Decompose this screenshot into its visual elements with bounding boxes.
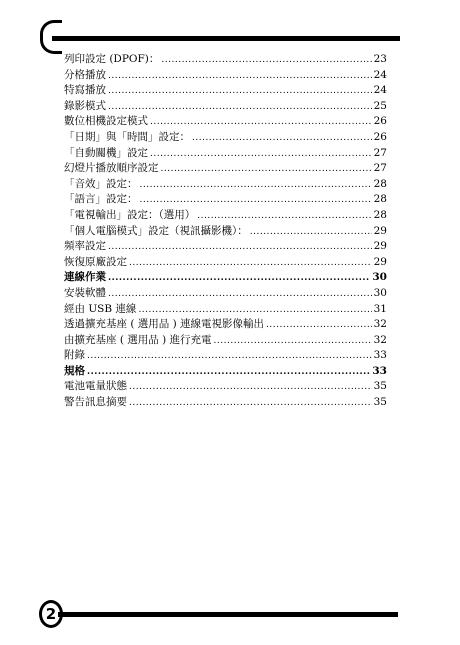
toc-entry[interactable]: [64, 52, 387, 68]
dot-leader: [87, 364, 370, 380]
dot-leader: [140, 192, 372, 208]
toc-entry-title: 「自動關機」設定: [64, 146, 148, 159]
dot-leader: [87, 348, 372, 364]
toc-entry[interactable]: [64, 317, 387, 333]
dot-leader: [140, 177, 372, 193]
toc-entry-title: 「語言」設定：: [64, 193, 138, 206]
toc-entry[interactable]: [64, 286, 387, 302]
toc-entry-page: 35: [373, 396, 387, 409]
toc-entry[interactable]: [64, 146, 387, 162]
toc-entry-page: 29: [373, 224, 387, 237]
toc-entry-title: 分格播放: [64, 68, 106, 81]
toc-entry[interactable]: [64, 224, 387, 240]
dot-leader: [108, 286, 372, 302]
toc-entry[interactable]: [64, 270, 387, 286]
dot-leader: [266, 317, 372, 333]
toc-entry-title: 「音效」設定：: [64, 177, 138, 190]
toc-entry-page: 24: [373, 68, 387, 81]
toc-entry-title: 數位相機設定模式: [64, 115, 148, 128]
toc-entry-title: 「電視輸出」設定：（選用）: [64, 208, 196, 221]
dot-leader: [108, 99, 372, 115]
toc-entry[interactable]: [64, 177, 387, 193]
toc-entry-page: 28: [373, 193, 387, 206]
toc-entry-title: 連線作業: [64, 271, 106, 284]
page-number: 2: [45, 605, 57, 623]
toc-entry-title: 電池電量狀態: [64, 380, 127, 393]
toc-entry[interactable]: [64, 114, 387, 130]
toc-entry-page: 33: [373, 349, 387, 362]
dot-leader: [161, 161, 372, 177]
toc-entry[interactable]: [64, 302, 387, 318]
dot-leader: [108, 83, 372, 99]
toc-entry-title: 規格: [64, 364, 85, 377]
toc-entry-title: 由擴充基座 ( 選用品 ) 進行充電: [64, 333, 212, 346]
dot-leader: [192, 130, 372, 146]
toc-entry[interactable]: [64, 99, 387, 115]
toc-entry-page: 30: [372, 271, 387, 284]
dot-leader: [214, 333, 372, 349]
dot-leader: [150, 114, 372, 130]
toc-entry[interactable]: [64, 83, 387, 99]
toc-entry-page: 29: [373, 240, 387, 253]
dot-leader: [108, 239, 372, 255]
toc-entry-page: 32: [373, 333, 387, 346]
toc-entry-page: 30: [373, 286, 387, 299]
toc-entry-page: 27: [373, 162, 387, 175]
toc-entry-title: 列印設定 (DPOF)：: [64, 53, 160, 65]
toc-entry[interactable]: [64, 333, 387, 349]
dot-leader: [129, 379, 372, 395]
toc-entry-page: 25: [373, 99, 387, 112]
toc-entry[interactable]: [64, 208, 387, 224]
dot-leader: [108, 68, 372, 84]
toc-entry-title: 警告訊息摘要: [64, 396, 127, 409]
toc-entry[interactable]: [64, 130, 387, 146]
toc-entry-title: 特寫播放: [64, 84, 106, 97]
toc-entry-page: 23: [373, 53, 387, 65]
toc-entry-page: 35: [373, 380, 387, 393]
toc-entry-title: 附錄: [64, 349, 85, 362]
dot-leader: [150, 146, 372, 162]
toc-entry-page: 26: [373, 115, 387, 128]
toc-entry-page: 24: [373, 84, 387, 97]
dot-leader: [108, 270, 370, 286]
toc-entry[interactable]: [64, 395, 387, 411]
dot-leader: [129, 255, 372, 271]
toc-entry[interactable]: [64, 68, 387, 84]
toc-entry[interactable]: [64, 348, 387, 364]
toc-entry-title: 「個人電腦模式」設定（視訊攝影機）：: [64, 224, 248, 237]
toc-entry-page: 31: [373, 302, 387, 315]
dot-leader: [138, 302, 371, 318]
dot-leader: [161, 52, 371, 68]
table-of-contents: [64, 52, 387, 411]
toc-entry-title: 錄影模式: [64, 99, 106, 112]
toc-entry-page: 27: [373, 146, 387, 159]
toc-entry-title: 透過擴充基座 ( 選用品 ) 連線電視影像輸出: [64, 318, 265, 331]
toc-entry-page: 26: [373, 130, 387, 143]
header-rule: [52, 36, 400, 41]
dot-leader: [129, 395, 372, 411]
toc-entry-title: 「日期」與「時間」設定：: [64, 130, 190, 143]
toc-entry-title: 頻率設定: [64, 240, 106, 253]
toc-entry[interactable]: [64, 364, 387, 380]
footer-rule: [58, 612, 398, 617]
toc-entry[interactable]: [64, 379, 387, 395]
toc-entry-page: 29: [373, 255, 387, 268]
toc-entry[interactable]: [64, 161, 387, 177]
toc-entry-page: 28: [373, 177, 387, 190]
toc-entry[interactable]: [64, 192, 387, 208]
toc-entry-page: 32: [373, 318, 387, 331]
dot-leader: [197, 208, 371, 224]
toc-entry-page: 33: [372, 364, 387, 377]
toc-entry-title: 幻燈片播放順序設定: [64, 162, 159, 175]
toc-entry-title: 安裝軟體: [64, 286, 106, 299]
dot-leader: [250, 224, 372, 240]
toc-entry-title: 經由 USB 連線: [64, 302, 137, 315]
toc-entry-page: 28: [373, 208, 387, 221]
toc-entry[interactable]: [64, 239, 387, 255]
toc-entry-title: 恢復原廠設定: [64, 255, 127, 268]
toc-entry[interactable]: [64, 255, 387, 271]
